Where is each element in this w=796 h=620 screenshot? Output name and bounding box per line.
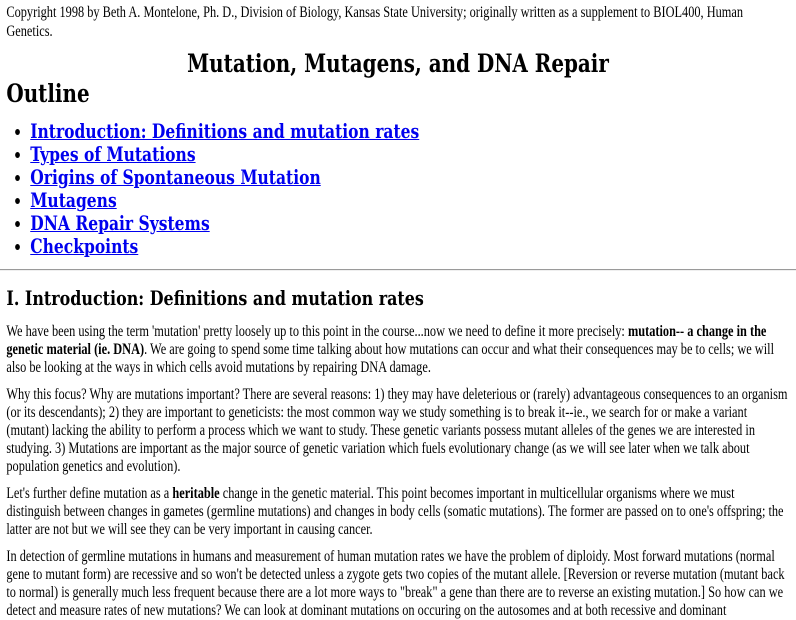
outline-link-dna-repair-systems[interactable]: DNA Repair Systems: [30, 212, 210, 235]
outline-list-item: [30, 120, 789, 143]
copyright-line-2: Genetics.: [6, 23, 53, 40]
paragraph-text: We have been using the term 'mutation' pretty loosely up to this point in the course...now we need to define it more precisely:: [6, 323, 628, 340]
paragraph-germline-detection: In detection of germline mutations in humans and measurement of human mutation rates we have the problem of diploidy. Most forward mutations (normal gene to mutant form) are recessive and so won't be detected unless a zygote gets two copies of the mutant allele. [Reversion or reverse mutation (mutant back to normal) is generally much less frequent because there are a lot more ways to "break" a gene than there are to reverse an existing mutation.] So how can we detect and measure rates of new mutations? We can look at dominant mutations on occuring on the autosomes and at both recessive and dominant: [6, 548, 785, 619]
outline-list-item: [30, 143, 789, 166]
outline-heading: Outline: [6, 79, 90, 108]
paragraph-why-mutations-important: Why this focus? Why are mutations important? There are several reasons: 1) they may have deleterious or (rarely) advantageous consequences to an organism (or its descendants); 2) they are important to geneticists: the most common way we study something is to break it--ie., we search for or make a variant (mutant) lacking the ability to perform a process which we want to study. These genetic variants possess mutant alleles of the genes we are interested in studying. 3) Mutations are important as the major source of genetic variation which fuels evolutionary change (as we will see later when we talk about population genetics and evolution).: [6, 386, 788, 475]
paragraph-heritable-change: [6, 485, 789, 539]
page-title: Mutation, Mutagens, and DNA Repair: [187, 49, 609, 78]
outline-list-item: [30, 189, 789, 212]
outline-link-checkpoints[interactable]: Checkpoints: [30, 235, 139, 258]
outline-list-item: [30, 166, 789, 189]
outline-list-item: [30, 235, 789, 258]
document-page: [0, 3, 796, 620]
outline-list-item: [30, 212, 789, 235]
outline-link-mutagens[interactable]: Mutagens: [30, 189, 117, 212]
paragraph-text: Let's further define mutation as a: [6, 485, 173, 502]
section-heading-introduction: I. Introduction: Definitions and mutation rates: [6, 286, 424, 310]
bold-mutation-definition: mutation-- a change in the genetic material (ie. DNA): [6, 323, 767, 358]
outline-link-origins-of-spontaneous-mutation[interactable]: Origins of Spontaneous Mutation: [30, 166, 321, 189]
copyright-text: [6, 3, 789, 41]
section-divider: [0, 269, 796, 271]
paragraph-mutation-definition: [6, 323, 789, 377]
paragraph-text: change in the genetic material. This point becomes important in multicellular organisms where we must distinguish between changes in gametes (germline mutations) and changes in body cells (somatic mutations). The former are passed on to one's offspring; the latter are not but we will see they can be very important in causing cancer.: [6, 485, 784, 538]
outline-link-types-of-mutations[interactable]: Types of Mutations: [30, 143, 196, 166]
outline-list: [6, 120, 789, 258]
bold-heritable: heritable: [172, 485, 220, 502]
copyright-line-1: Copyright 1998 by Beth A. Montelone, Ph. D., Division of Biology, Kansas State University; originally written as a supplement to BIOL400, Human: [6, 4, 744, 21]
outline-link-introduction[interactable]: Introduction: Definitions and mutation rates: [30, 120, 420, 143]
paragraph-text: . We are going to spend some time talking about how mutations can occur and what their consequences may be to cells; we will also be looking at the ways in which cells avoid mutations by repairing DNA damage.: [6, 341, 774, 376]
